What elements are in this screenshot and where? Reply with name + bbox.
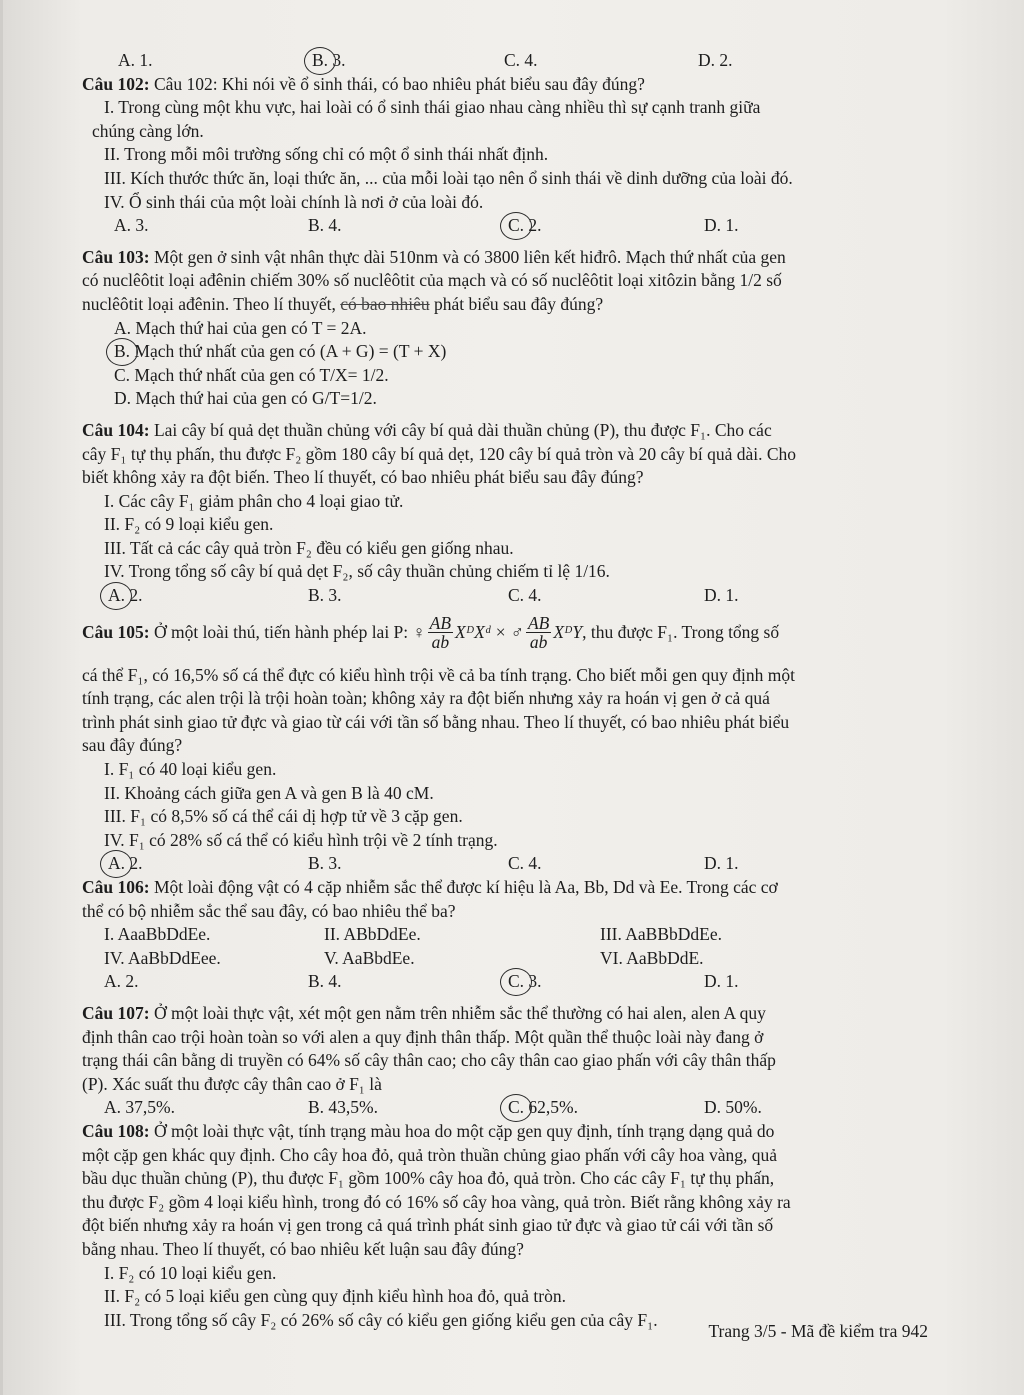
q107-option-c: C. 62,5%. — [508, 1097, 578, 1118]
q108-s3: III. Trong tổng số cây F₂ có 26% số cây có kiểu gen giống kiểu gen của cây F₁. — [104, 1309, 658, 1330]
q107-option-b: B. 43,5%. — [308, 1097, 378, 1118]
q101-option-b: B. 3. — [312, 50, 346, 70]
q104-option-b: B. 3. — [308, 585, 342, 606]
q103-option-d: D. Mạch thứ hai của gen có G/T=1/2. — [114, 388, 377, 409]
q102-option-b: B. 4. — [308, 215, 342, 236]
q102-option-c: C. 2. — [508, 215, 542, 236]
q107-option-a: A. 37,5%. — [104, 1097, 175, 1118]
q102-stem: Câu 102: Câu 102: Khi nói về ổ sinh thái, có bao nhiêu phát biểu sau đây đúng? — [82, 73, 645, 94]
q105-stem-1 — [82, 608, 932, 658]
q104-s2: II. F₂ có 9 loại kiểu gen. — [104, 514, 274, 535]
q106-item-2: II. ABbDdEe. — [324, 924, 421, 945]
q104-s4: IV. Trong tổng số cây bí quả dẹt F₂, số cây thuần chủng chiếm tỉ lệ 1/16. — [104, 561, 610, 582]
q105-option-d: D. 1. — [704, 853, 739, 874]
q104-stem-2: cây F₁ tự thụ phấn, thu được F₂ gồm 180 cây bí quả dẹt, 120 cây bí quả tròn và 20 cây bí quả dài. Cho — [82, 443, 797, 464]
q105-frac-num-m: AB — [527, 613, 550, 634]
q105-stem-b: , thu được F₁. Trong tổng số — [582, 621, 780, 642]
q106-item-5: V. AaBbdEe. — [324, 947, 415, 968]
q108-stem-5: đột biến nhưng xảy ra hoán vị gen trong cả quá trình phát sinh giao tử đực và giao tử cái với tần số — [82, 1215, 774, 1236]
q108-stem-2: một cặp gen khác quy định. Cho cây hoa đỏ, quả tròn thuần chủng giao phấn với cây hoa vàng, quả — [82, 1144, 777, 1165]
q102-option-d: D. 1. — [704, 215, 739, 236]
q105-options — [82, 852, 932, 876]
q104-options — [82, 584, 932, 608]
q103-option-c: C. Mạch thứ nhất của gen có T/X= 1/2. — [114, 364, 389, 385]
q105-option-a: A. 2. — [108, 853, 143, 874]
page-footer: Trang 3/5 - Mã đề kiểm tra 942 — [708, 1321, 928, 1341]
q102-options — [82, 214, 932, 238]
q106-option-d: D. 1. — [704, 971, 739, 992]
q103-label: Câu 103: — [82, 246, 150, 267]
q105-frac-den-f: ab — [431, 632, 450, 653]
q102-stem-text: Câu 102: Khi nói về ổ sinh thái, có bao nhiêu phát biểu sau đây đúng? — [153, 73, 645, 94]
q107-stem-2: định thân cao trội hoàn toàn so với alen a quy định thân thấp. Một quần thể thuộc loài này đang ở — [82, 1026, 764, 1047]
q105-label: Câu 105: — [82, 621, 150, 642]
exam-content — [82, 46, 932, 1332]
q107-stem-3: trạng thái cân bằng di truyền có 64% số cây thân cao; cho cây thân cao giao phấn với cây thân thấp — [82, 1050, 776, 1071]
q105-stem-4: trình phát sinh giao tử đực và giao từ cái với tần số bằng nhau. Theo lí thuyết, có bao nhiêu phát biểu — [82, 711, 790, 732]
q102-option-a: A. 3. — [114, 215, 149, 236]
q106-stem-1-text: Một loài động vật có 4 cặp nhiễm sắc thể được kí hiệu là Aa, Bb, Dd và Ee. Trong các cơ — [153, 877, 778, 897]
q103-stem-1 — [82, 246, 932, 270]
q106-options — [82, 970, 932, 994]
q108-s1: I. F₂ có 10 loại kiểu gen. — [104, 1262, 277, 1283]
q104-option-d: D. 1. — [704, 585, 739, 606]
q105-s1: I. F₁ có 40 loại kiểu gen. — [104, 759, 277, 780]
q103-option-a: A. Mạch thứ hai của gen có T = 2A. — [114, 317, 367, 338]
q106-option-b: B. 4. — [308, 971, 342, 992]
q103-stem-2: có nuclêôtit loại ađênin chiếm 30% số nuclêôtit của mạch và có số nuclêôtit loại xitôzin bằng 1/2 số — [82, 270, 782, 291]
q107-stem-1 — [82, 1002, 932, 1026]
q105-stem-3: tính trạng, các alen trội là trội hoàn toàn; không xảy ra đột biến nhưng xảy ra hoán vị gen ở cả quá — [82, 688, 770, 709]
q104-option-c: C. 4. — [508, 585, 542, 606]
q103-stem-1-text: Một gen ở sinh vật nhân thực dài 510nm và có 3800 liên kết hiđrô. Mạch thứ nhất của gen — [153, 246, 786, 267]
q105-genotype-female-fraction — [428, 614, 453, 651]
q104-s1: I. Các cây F₁ giảm phân cho 4 loại giao tử. — [104, 490, 404, 511]
q105-option-c: C. 4. — [508, 853, 542, 874]
q105-geno-female: XᴰXᵈ × ♂ — [455, 621, 524, 642]
q105-s2: II. Khoảng cách giữa gen A và gen B là 40 cM. — [104, 782, 434, 803]
q105-stem-5: sau đây đúng? — [82, 735, 183, 756]
q106-item-3: III. AaBBbDdEe. — [600, 924, 722, 945]
q104-stem-1 — [82, 419, 932, 443]
q107-option-d: D. 50%. — [704, 1097, 762, 1118]
q108-stem-6: bằng nhau. Theo lí thuyết, có bao nhiêu kết luận sau đây đúng? — [82, 1238, 524, 1259]
q108-stem-1 — [82, 1120, 932, 1144]
q105-s3: III. F₁ có 8,5% số cá thể cái dị hợp tử về 3 cặp gen. — [104, 806, 463, 827]
q104-option-a: A. 2. — [108, 585, 143, 606]
q105-stem-a: Ở một loài thú, tiến hành phép lai P: ♀ — [153, 621, 426, 642]
q106-items-row-1 — [82, 923, 932, 947]
q108-s2: II. F₂ có 5 loại kiểu gen cùng quy định kiểu hình hoa đỏ, quả tròn. — [104, 1286, 566, 1307]
q102-s1b: chúng càng lớn. — [92, 120, 204, 141]
q106-label: Câu 106: — [82, 877, 150, 897]
q106-stem-1 — [82, 876, 932, 900]
q106-items-row-2 — [82, 947, 932, 971]
q104-stem-1-text: Lai cây bí quả dẹt thuần chủng với cây bí quả dài thuần chủng (P), thu được F₁. Cho các — [153, 419, 772, 440]
q106-item-1: I. AaaBbDdEe. — [104, 924, 211, 945]
q103-option-b: B. Mạch thứ nhất của gen có (A + G) = (T + X) — [114, 341, 447, 362]
q106-item-4: IV. AaBbDdEee. — [104, 947, 221, 968]
q107-stem-1-text: Ở một loài thực vật, xét một gen nằm trên nhiễm sắc thể thường có hai alen, alen A quy — [153, 1002, 766, 1023]
q103-stem-3c: phát biểu sau đây đúng? — [434, 293, 604, 314]
q105-stem-2: cá thể F₁, có 16,5% số cá thể đực có kiểu hình trội về cả ba tính trạng. Cho biết mỗi gen quy định một — [82, 664, 795, 685]
q107-label: Câu 107: — [82, 1002, 150, 1023]
q103-stem-3b: có bao nhiêu — [340, 293, 430, 314]
q104-s3: III. Tất cả các cây quả tròn F₂ đều có kiểu gen giống nhau. — [104, 537, 514, 558]
q101-option-c: C. 4. — [504, 50, 538, 70]
q107-stem-4: (P). Xác suất thu được cây thân cao ở F₁ là — [82, 1073, 382, 1094]
q102-s3: III. Kích thước thức ăn, loại thức ăn, ... của mỗi loài tạo nên ổ sinh thái về dinh dưỡng của loài đó. — [104, 167, 793, 188]
q106-stem-2: thể có bộ nhiễm sắc thể sau đây, có bao nhiêu thể ba? — [82, 900, 456, 921]
q108-stem-3: bầu dục thuần chủng (P), thu được F₁ gồm 100% cây hoa đỏ, quả tròn. Cho các cây F₁ tự thụ phấn, — [82, 1168, 775, 1189]
q108-stem-1-text: Ở một loài thực vật, tính trạng màu hoa do một cặp gen quy định, tính trạng dạng quả do — [153, 1120, 775, 1141]
q108-label: Câu 108: — [82, 1120, 150, 1141]
q105-geno-male: XᴰY — [553, 621, 583, 642]
q106-option-a: A. 2. — [104, 971, 139, 992]
q105-genotype-male-fraction — [526, 614, 551, 651]
q103-stem-3a: nuclêôtit loại ađênin. Theo lí thuyết, — [82, 293, 336, 314]
q101-options — [82, 49, 932, 73]
q105-option-b: B. 3. — [308, 853, 342, 874]
q107-options — [82, 1096, 932, 1120]
q102-s2: II. Trong mỗi môi trường sống chỉ có một ổ sinh thái nhất định. — [104, 144, 549, 165]
q101-option-d: D. 2. — [698, 50, 733, 70]
q105-s4: IV. F₁ có 28% số cá thể có kiểu hình trội về 2 tính trạng. — [104, 829, 498, 850]
q106-item-6: VI. AaBbDdE. — [600, 947, 704, 968]
q105-frac-den-m: ab — [529, 632, 548, 653]
q108-stem-4: thu được F₂ gồm 4 loại kiểu hình, trong đó có 16% số cây hoa vàng, quả tròn. Biết rằng không xảy ra — [82, 1191, 791, 1212]
q106-option-c: C. 3. — [508, 971, 542, 992]
q105-frac-num-f: AB — [429, 613, 452, 634]
q101-option-a: A. 1. — [118, 50, 153, 70]
q102-s1a: I. Trong cùng một khu vực, hai loài có ổ sinh thái giao nhau càng nhiều thì sự cạnh tranh giữa — [104, 97, 761, 118]
q104-stem-3: biết không xảy ra đột biến. Theo lí thuyết, có bao nhiêu phát biểu sau đây đúng? — [82, 467, 644, 488]
q104-label: Câu 104: — [82, 419, 150, 440]
q103-stem-3 — [82, 293, 932, 317]
page-edge — [0, 0, 3, 1395]
q102-s4: IV. Ổ sinh thái của một loài chính là nơi ở của loài đó. — [104, 191, 484, 212]
